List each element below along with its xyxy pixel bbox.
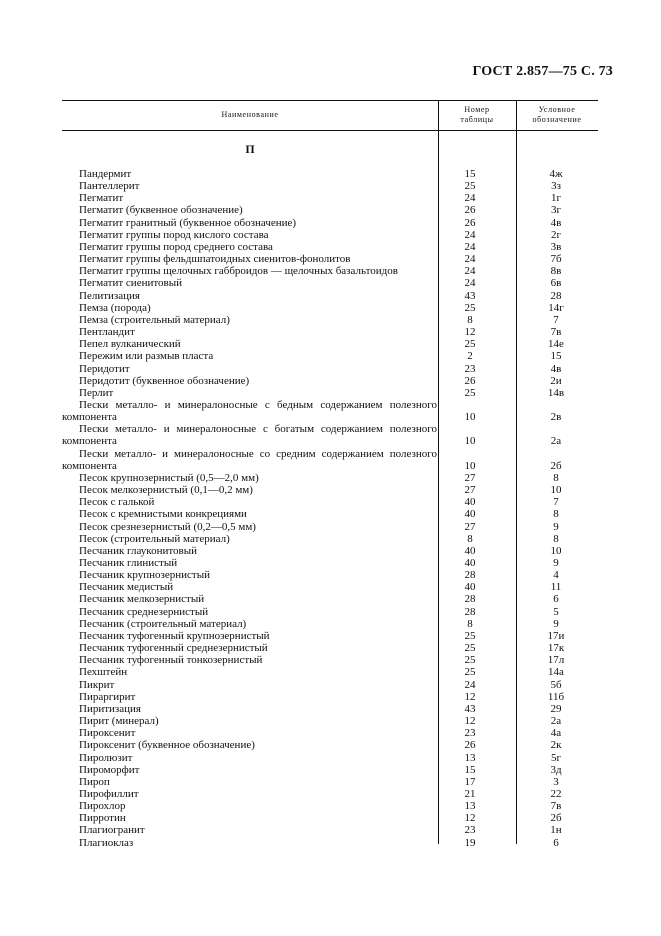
row-symbol: 28 (550, 289, 562, 302)
row-name: Пегматит группы фельдшпатоидных сиенитов-фонолитов (79, 253, 351, 266)
table-row (62, 508, 598, 520)
row-symbol: 2б (550, 812, 562, 825)
row-table-number: 27 (464, 471, 476, 484)
row-table-number: 17 (464, 775, 476, 788)
row-symbol: 8в (550, 265, 562, 278)
table-row (62, 837, 598, 849)
header-symbol (516, 100, 598, 130)
row-symbol: 10 (550, 484, 562, 497)
row-name: Песчаник туфогенный тонкозернистый (79, 654, 263, 667)
table-row (62, 375, 598, 387)
row-symbol: 7в (550, 800, 562, 813)
row-symbol: 5г (550, 751, 561, 764)
row-symbol: 14е (548, 338, 564, 351)
row-name: Песчаник медистый (79, 581, 174, 594)
page-header: ГОСТ 2.857—75 С. 73 (472, 64, 613, 79)
row-table-number: 25 (464, 301, 476, 314)
table-row (62, 314, 598, 326)
row-name: Пандермит (79, 168, 132, 180)
row-name-line-2: компонента (62, 459, 117, 472)
table-row (62, 265, 598, 277)
row-name: Песчаник мелкозернистый (79, 593, 205, 606)
table-row (62, 569, 598, 581)
table-row (62, 448, 598, 472)
row-symbol: 4ж (549, 168, 563, 180)
row-name: Песок срезнезернистый (0,2—0,5 мм) (79, 520, 256, 533)
table-row (62, 557, 598, 569)
row-table-number: 24 (464, 253, 476, 266)
row-name: Перидотит (79, 362, 130, 375)
row-table-number: 10 (464, 411, 476, 424)
row-symbol: 8 (553, 508, 559, 521)
row-table-number: 25 (464, 629, 476, 642)
row-name: Пегматит гранитный (буквенное обозначение) (79, 216, 297, 229)
row-symbol: 3г (550, 204, 561, 217)
table-row (62, 752, 598, 764)
row-table-number: 24 (464, 277, 476, 290)
row-name-line-2: компонента (62, 411, 117, 424)
row-table-number: 24 (464, 265, 476, 278)
row-symbol: 2и (550, 374, 562, 387)
table-row (62, 691, 598, 703)
table-row (62, 800, 598, 812)
table-row (62, 764, 598, 776)
table-row (62, 217, 598, 229)
row-table-number: 8 (467, 532, 473, 545)
row-symbol: 4в (550, 362, 562, 375)
row-symbol: 14а (548, 666, 564, 679)
row-name: Песок с кремнистыми конкрециями (79, 508, 247, 521)
row-table-number: 25 (464, 654, 476, 667)
table-row (62, 545, 598, 557)
row-table-number: 15 (464, 168, 476, 180)
row-symbol: 1г (550, 192, 561, 205)
row-symbol: 9 (553, 520, 559, 533)
table-body (62, 168, 598, 849)
row-name-line-1: Пески металло- и минералоносные с богатым содержанием полезного (79, 423, 437, 436)
row-name: Пелитизация (79, 289, 140, 302)
row-table-number: 25 (464, 666, 476, 679)
table-row (62, 399, 598, 423)
row-name-line-1: Пески металло- и минералоносные со средним содержанием полезного (79, 447, 437, 460)
row-name: Песчаник туфогенный крупнозернистый (79, 629, 270, 642)
row-symbol: 8 (553, 532, 559, 545)
table-row (62, 484, 598, 496)
row-table-number: 26 (464, 204, 476, 217)
row-table-number: 19 (464, 836, 476, 849)
row-table-number: 43 (464, 702, 476, 715)
row-symbol: 3 (553, 775, 559, 788)
row-symbol: 2б (550, 459, 562, 472)
row-name: Песчаник (строительный материал) (79, 617, 247, 630)
row-table-number: 40 (464, 508, 476, 521)
table-row (62, 241, 598, 253)
row-table-number: 21 (464, 787, 476, 800)
table-row (62, 290, 598, 302)
table-row (62, 776, 598, 788)
row-symbol: 5 (553, 605, 559, 618)
row-symbol: 15 (550, 350, 562, 363)
row-name: Пегматит группы пород среднего состава (79, 240, 273, 253)
header-number (438, 100, 516, 130)
row-symbol: 14г (548, 301, 564, 314)
row-name: Песок с галькой (79, 496, 155, 509)
row-name: Пираргирит (79, 690, 136, 703)
row-name: Плагиогранит (79, 824, 145, 837)
row-table-number: 10 (464, 435, 476, 448)
row-name: Перлит (79, 386, 114, 399)
table-row (62, 824, 598, 836)
table-row (62, 472, 598, 484)
row-table-number: 26 (464, 216, 476, 229)
row-symbol: 1н (550, 824, 562, 837)
row-name: Пантеллерит (79, 180, 140, 193)
table-header-rule (62, 130, 598, 131)
row-name: Пирофиллит (79, 787, 139, 800)
row-symbol: 7 (553, 313, 559, 326)
row-symbol: 4в (550, 216, 562, 229)
row-symbol: 3д (550, 763, 562, 776)
table-row (62, 192, 598, 204)
table-row (62, 679, 598, 691)
table-row (62, 715, 598, 727)
row-name: Песчаник глауконитовый (79, 544, 198, 557)
row-table-number: 26 (464, 374, 476, 387)
row-table-number: 24 (464, 240, 476, 253)
row-name-line-1: Пески металло- и минералоносные с бедным содержанием полезного (79, 398, 437, 411)
header-number-label: Номер таблицы (460, 105, 494, 124)
row-symbol: 17к (547, 642, 565, 655)
row-table-number: 40 (464, 557, 476, 569)
row-symbol: 17и (547, 629, 565, 642)
row-table-number: 40 (464, 496, 476, 509)
row-name: Песчаник крупнозернистый (79, 569, 210, 582)
row-table-number: 13 (464, 751, 476, 764)
row-name: Пироксенит (буквенное обозначение) (79, 739, 255, 752)
row-symbol: 2а (550, 435, 562, 448)
table-row (62, 788, 598, 800)
table-row (62, 387, 598, 399)
table-row (62, 168, 598, 180)
row-table-number: 28 (464, 605, 476, 618)
row-table-number: 8 (467, 617, 473, 630)
row-table-number: 12 (464, 812, 476, 825)
row-name: Пироксенит (79, 727, 136, 740)
row-name: Пемза (порода) (79, 301, 151, 314)
row-symbol: 11 (550, 581, 562, 594)
row-symbol: 3з (551, 180, 561, 193)
table-row (62, 277, 598, 289)
row-symbol: 22 (550, 787, 562, 800)
table-row (62, 618, 598, 630)
row-symbol: 9 (553, 617, 559, 630)
table-row (62, 593, 598, 605)
row-symbol: 2г (550, 228, 561, 241)
table-row (62, 642, 598, 654)
table-row (62, 338, 598, 350)
row-name: Пегматит сиенитовый (79, 277, 182, 290)
row-symbol: 4а (550, 727, 562, 740)
row-name: Пикрит (79, 678, 115, 691)
row-table-number: 15 (464, 763, 476, 776)
row-table-number: 8 (467, 313, 473, 326)
table-row (62, 812, 598, 824)
row-symbol: 4 (553, 569, 559, 582)
table-row (62, 229, 598, 241)
table-row (62, 521, 598, 533)
row-table-number: 25 (464, 642, 476, 655)
row-symbol: 9 (553, 557, 559, 569)
table-row (62, 666, 598, 678)
row-name: Плагиоклаз (79, 836, 134, 849)
row-name: Песчаник туфогенный среднезернистый (79, 642, 268, 655)
table-row (62, 253, 598, 265)
row-name: Пегматит (буквенное обозначение) (79, 204, 243, 217)
table-row (62, 423, 598, 447)
row-table-number: 23 (464, 727, 476, 740)
row-symbol: 6в (550, 277, 562, 290)
header-name: Наименование (221, 110, 279, 119)
row-table-number: 24 (464, 192, 476, 205)
row-name-line-2: компонента (62, 435, 117, 448)
row-name (62, 423, 437, 447)
row-symbol: 2а (550, 715, 562, 728)
row-name: Песок (строительный материал) (79, 532, 230, 545)
row-name: Пепел вулканический (79, 338, 181, 351)
row-name: Пиролюзит (79, 751, 133, 764)
row-name: Пироморфит (79, 763, 140, 776)
row-table-number: 40 (464, 581, 476, 594)
table-row (62, 654, 598, 666)
row-name: Пегматит группы пород кислого состава (79, 228, 269, 241)
row-symbol: 5б (550, 678, 562, 691)
row-table-number: 23 (464, 362, 476, 375)
row-table-number: 25 (464, 386, 476, 399)
row-name: Пегматит (79, 192, 124, 205)
section-letter: П (245, 142, 255, 156)
row-name: Пережим или размыв пласта (79, 350, 214, 363)
row-name: Пиритизация (79, 702, 141, 715)
row-table-number: 24 (464, 228, 476, 241)
row-table-number: 25 (464, 338, 476, 351)
row-name: Песчаник среднезернистый (79, 605, 209, 618)
row-symbol: 2к (550, 739, 562, 752)
table-row (62, 204, 598, 216)
row-symbol: 6 (553, 836, 559, 849)
row-table-number: 25 (464, 180, 476, 193)
table-row (62, 739, 598, 751)
row-table-number: 23 (464, 824, 476, 837)
row-table-number: 40 (464, 544, 476, 557)
row-table-number: 26 (464, 739, 476, 752)
table-row (62, 302, 598, 314)
table-row (62, 533, 598, 545)
row-name (62, 399, 437, 423)
row-symbol: 8 (553, 471, 559, 484)
table-row (62, 581, 598, 593)
row-table-number: 24 (464, 678, 476, 691)
row-table-number: 12 (464, 715, 476, 728)
row-table-number: 10 (464, 459, 476, 472)
table-row (62, 350, 598, 362)
table-row (62, 606, 598, 618)
row-symbol: 29 (550, 702, 562, 715)
row-name: Пироп (79, 775, 110, 788)
row-name: Песок крупнозернистый (0,5—2,0 мм) (79, 471, 259, 484)
row-table-number: 12 (464, 690, 476, 703)
row-table-number: 28 (464, 569, 476, 582)
row-table-number: 2 (467, 350, 473, 363)
row-name: Пехштейн (79, 666, 128, 679)
row-name: Пегматит группы щелочных габброидов — щелочных базальтоидов (79, 265, 398, 278)
table-row (62, 630, 598, 642)
row-symbol: 6 (553, 593, 559, 606)
row-symbol: 3в (550, 240, 562, 253)
row-symbol: 7в (550, 326, 562, 339)
row-table-number: 28 (464, 593, 476, 606)
row-table-number: 12 (464, 326, 476, 339)
row-name: Песок мелкозернистый (0,1—0,2 мм) (79, 484, 253, 497)
row-symbol: 7б (550, 253, 562, 266)
row-name: Пентландит (79, 326, 135, 339)
header-symbol-label: Условное обозначение (532, 105, 582, 124)
row-name: Пирротин (79, 812, 126, 825)
row-symbol: 10 (550, 544, 562, 557)
table-row (62, 363, 598, 375)
table-row (62, 496, 598, 508)
row-name: Пемза (строительный материал) (79, 313, 230, 326)
table-row (62, 703, 598, 715)
row-name: Перидотит (буквенное обозначение) (79, 374, 250, 387)
row-table-number: 27 (464, 520, 476, 533)
table-row (62, 727, 598, 739)
row-symbol: 14в (547, 386, 565, 399)
row-table-number: 27 (464, 484, 476, 497)
row-name (62, 448, 437, 472)
row-symbol: 2в (550, 411, 562, 424)
row-table-number: 13 (464, 800, 476, 813)
table-row (62, 326, 598, 338)
row-name: Пирохлор (79, 800, 126, 813)
row-symbol: 11б (547, 690, 565, 703)
row-symbol: 17л (547, 654, 565, 667)
row-name: Пирит (минерал) (79, 715, 159, 728)
table-row (62, 180, 598, 192)
row-table-number: 43 (464, 289, 476, 302)
row-symbol: 7 (553, 496, 559, 509)
row-name: Песчаник глинистый (79, 557, 178, 569)
